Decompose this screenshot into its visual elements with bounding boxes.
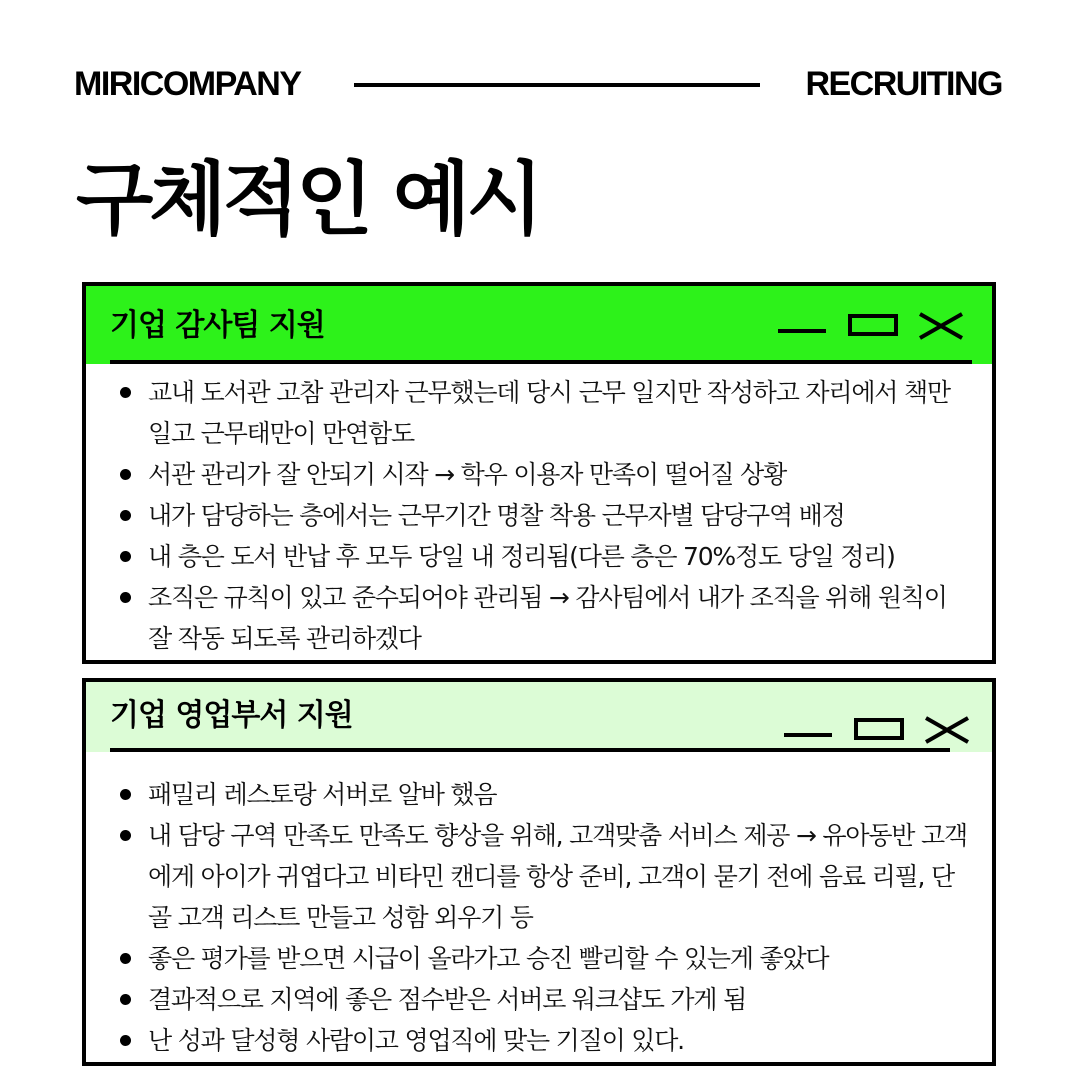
bullet-list: [118, 372, 968, 659]
list-item: 교내 도서관 고참 관리자 근무했는데 당시 근무 일지만 작성하고 자리에서 책만 일고 근무태만이 만연함도: [118, 372, 968, 454]
list-item: 난 성과 달성형 사람이고 영업직에 맞는 기질이 있다.: [118, 1020, 968, 1061]
list-item: 결과적으로 지역에 좋은 점수받은 서버로 워크샵도 가게 됨: [118, 979, 968, 1020]
divider-line: [354, 83, 760, 87]
panel-title: 기업 영업부서 지원: [110, 698, 353, 733]
list-item: 내 담당 구역 만족도 만족도 향상을 위해, 고객맞춤 서비스 제공 → 유아동반 고객에게 아이가 귀엽다고 비타민 캔디를 항상 준비, 고객이 묻기 전에 음료 리필, 단골 고객 리스트 만들고 성함 외우기 등: [118, 815, 968, 938]
bullet-list: [118, 774, 968, 1061]
list-item: 내가 담당하는 층에서는 근무기간 명찰 착용 근무자별 담당구역 배정: [118, 495, 968, 536]
list-item: 좋은 평가를 받으면 시급이 올라가고 승진 빨리할 수 있는게 좋았다: [118, 938, 968, 979]
close-icon[interactable]: [924, 716, 970, 744]
list-item: 서관 관리가 잘 안되기 시작 → 학우 이용자 만족이 떨어질 상황: [118, 454, 968, 495]
header-rule: [110, 360, 972, 364]
maximize-icon[interactable]: [848, 314, 898, 336]
panel-header: [86, 682, 992, 752]
minimize-icon[interactable]: [784, 733, 832, 737]
list-item: 패밀리 레스토랑 서버로 알바 했음: [118, 774, 968, 815]
maximize-icon[interactable]: [854, 718, 904, 740]
sales-dept-panel: [82, 678, 996, 1066]
list-item: 조직은 규칙이 있고 준수되어야 관리됨 → 감사팀에서 내가 조직을 위해 원칙이 잘 작동 되도록 관리하겠다: [118, 577, 968, 659]
panel-title: 기업 감사팀 지원: [110, 308, 325, 343]
top-bar: [74, 62, 1002, 106]
window-controls: [784, 714, 974, 744]
panel-header: [86, 286, 992, 364]
audit-team-panel: [82, 282, 996, 664]
page-title: 구체적인 예시: [76, 153, 540, 246]
minimize-icon[interactable]: [778, 329, 826, 333]
header-rule: [110, 748, 950, 752]
window-controls: [778, 310, 968, 340]
list-item: 내 층은 도서 반납 후 모두 당일 내 정리됨(다른 층은 70%정도 당일 정리): [118, 536, 968, 577]
close-icon[interactable]: [918, 312, 964, 340]
recruiting-label: RECRUITING: [805, 65, 1002, 103]
brand-name: MIRICOMPANY: [74, 65, 301, 103]
